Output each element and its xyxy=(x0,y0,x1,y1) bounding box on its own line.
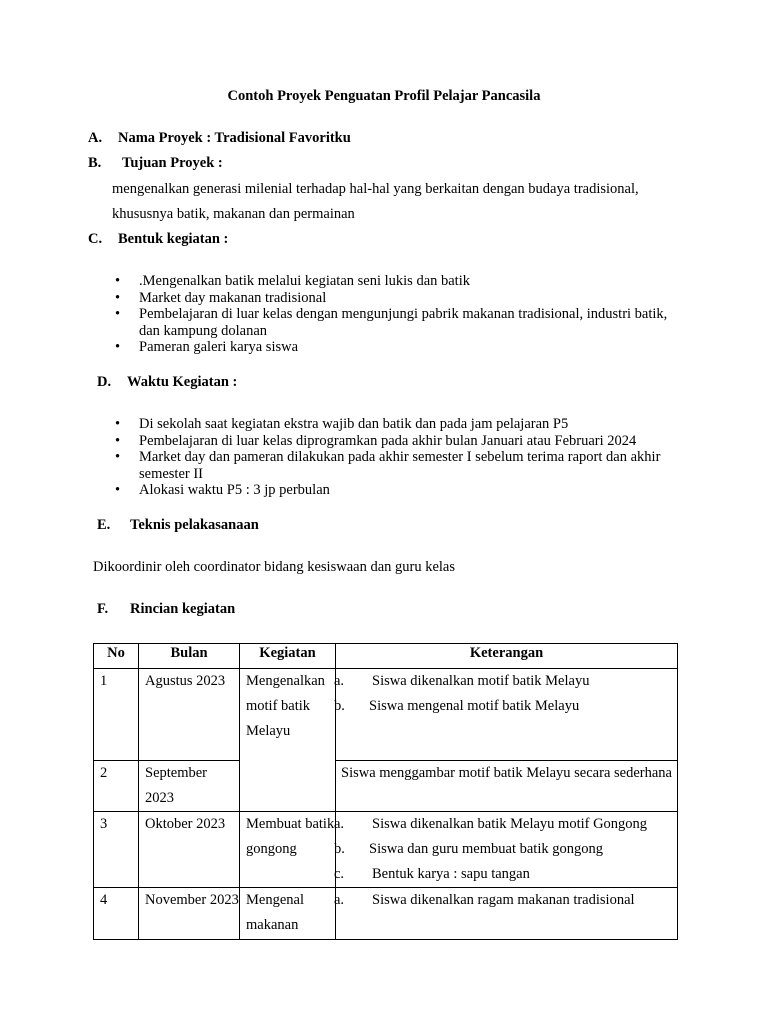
section-c-letter: C. xyxy=(88,231,103,247)
section-b-title: Tujuan Proyek : xyxy=(122,155,223,171)
cell-no: 4 xyxy=(94,888,139,940)
section-c-title: Bentuk kegiatan : xyxy=(118,231,229,247)
section-b-letter: B. xyxy=(88,155,102,171)
header-keterangan: Keterangan xyxy=(336,644,678,669)
list-item: • Pembelajaran di luar kelas dengan mengunjungi pabrik makanan tradisional, industri batik, dan kampung dolanan xyxy=(115,306,668,339)
table-row xyxy=(94,669,678,761)
bullet-icon: • xyxy=(115,449,121,465)
cell-keterangan xyxy=(336,888,678,940)
bullet-icon: • xyxy=(115,289,121,306)
section-f-title: Rincian kegiatan xyxy=(130,601,236,617)
bullet-icon: • xyxy=(115,306,121,322)
cell-kegiatan: Mengenal makanan xyxy=(240,888,336,940)
cell-no: 1 xyxy=(94,669,139,761)
list-item: • Di sekolah saat kegiatan ekstra wajib dan batik dan pada jam pelajaran P5 xyxy=(115,416,569,432)
header-bulan: Bulan xyxy=(139,644,240,669)
document-title: Contoh Proyek Penguatan Profil Pelajar Pancasila xyxy=(227,88,541,104)
cell-bulan: September 2023 xyxy=(139,761,240,812)
list-item: • Market day makanan tradisional xyxy=(115,289,327,306)
section-a-title: Nama Proyek : Tradisional Favoritku xyxy=(118,130,351,146)
cell-keterangan: Siswa menggambar motif batik Melayu secara sederhana xyxy=(336,761,678,812)
section-f-letter: F. xyxy=(97,601,109,617)
cell-keterangan xyxy=(336,669,678,761)
table-header-row xyxy=(94,644,678,669)
table-row xyxy=(94,761,678,812)
header-kegiatan: Kegiatan xyxy=(240,644,336,669)
cell-no: 2 xyxy=(94,761,139,812)
bullet-icon: • xyxy=(115,482,121,498)
keterangan-item: b. Siswa dan guru membuat batik gongong xyxy=(334,841,603,857)
keterangan-item: b. Siswa mengenal motif batik Melayu xyxy=(334,698,580,714)
table-row xyxy=(94,888,678,940)
bullet-icon: • xyxy=(115,339,121,355)
cell-bulan: Oktober 2023 xyxy=(139,812,240,888)
section-e-letter: E. xyxy=(97,517,111,533)
section-d-list xyxy=(115,416,679,499)
keterangan-item: a. Siswa dikenalkan ragam makanan tradisional xyxy=(334,892,635,908)
list-item: • Market day dan pameran dilakukan pada akhir semester I sebelum terima raport dan akhir semester II xyxy=(115,449,661,482)
list-item: • Pembelajaran di luar kelas diprogramkan pada akhir bulan Januari atau Februari 2024 xyxy=(115,432,637,449)
list-item: • Pameran galeri karya siswa xyxy=(115,339,299,355)
section-b-text-line2: khususnya batik, makanan dan permainan xyxy=(112,206,355,222)
section-d-title: Waktu Kegiatan : xyxy=(127,374,238,390)
cell-no: 3 xyxy=(94,812,139,888)
keterangan-item: c. Bentuk karya : sapu tangan xyxy=(334,866,530,882)
list-item: • .Mengenalkan batik melalui kegiatan seni lukis dan batik xyxy=(115,273,470,289)
section-c-list xyxy=(115,273,679,356)
bullet-icon: • xyxy=(115,273,121,289)
section-b-text-line1: mengenalkan generasi milenial terhadap hal-hal yang berkaitan dengan budaya tradisional, xyxy=(112,181,639,197)
section-e-title: Teknis pelakasanaan xyxy=(130,517,259,533)
cell-keterangan xyxy=(336,812,678,888)
list-item: • Alokasi waktu P5 : 3 jp perbulan xyxy=(115,482,330,498)
bullet-icon: • xyxy=(115,416,121,432)
cell-bulan: November 2023 xyxy=(139,888,240,940)
cell-bulan: Agustus 2023 xyxy=(139,669,240,761)
rincian-kegiatan-table xyxy=(93,643,678,940)
table-row xyxy=(94,812,678,888)
section-d-letter: D. xyxy=(97,374,112,390)
section-e-text: Dikoordinir oleh coordinator bidang kesiswaan dan guru kelas xyxy=(93,559,456,575)
keterangan-item: a. Siswa dikenalkan motif batik Melayu xyxy=(334,673,590,689)
keterangan-item: a. Siswa dikenalkan batik Melayu motif Gongong xyxy=(334,816,648,832)
bullet-icon: • xyxy=(115,432,121,449)
cell-kegiatan: Membuat batik gongong xyxy=(240,812,336,888)
header-no: No xyxy=(94,644,139,669)
section-a-letter: A. xyxy=(88,130,103,146)
cell-kegiatan: Mengenalkan motif batik Melayu xyxy=(240,669,336,812)
